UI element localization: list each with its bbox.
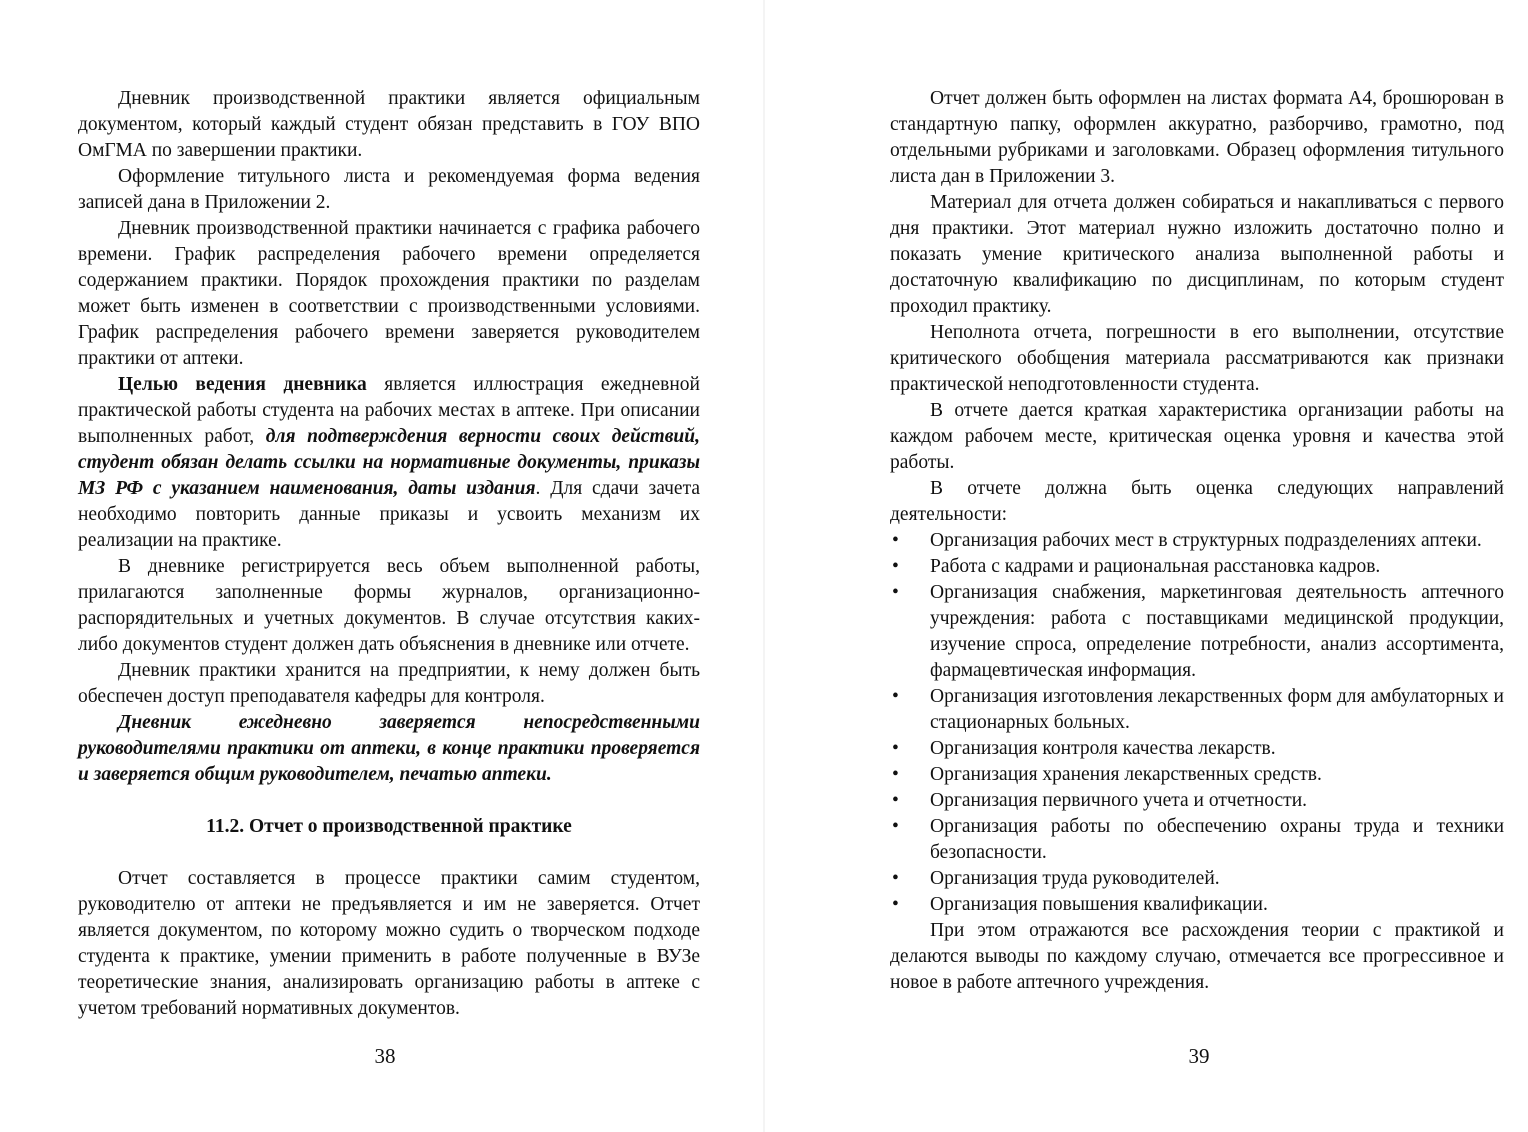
- list-item: [890, 788, 1504, 814]
- paragraph-diary-official: Дневник производственной практики является официальным документом, который каждый студент обязан представить в ГОУ ВПО ОмГМА по завершении практики.: [78, 88, 700, 161]
- bullet-icon: •: [892, 686, 899, 707]
- list-item-text: Организация снабжения, маркетинговая деятельность аптечного учреждения: работа с поставщиками медицинской продукции, изучение спроса, определение потребности, анализ ассортимента, фармацевтическая информация.: [930, 582, 1504, 681]
- paragraph-diary-certification: Дневник ежедневно заверяется непосредственными руководителями практики от аптеки, в конце практики проверяется и заверяется общим руководителем, печатью аптеки.: [78, 712, 700, 785]
- paragraph-report-material: Материал для отчета должен собираться и накапливаться с первого дня практики. Этот материал нужно изложить достаточно полно и показать умение критического анализа выполненной работы и достаточную квалификацию по дисциплинам, по которым студент проходил практику.: [890, 192, 1504, 317]
- list-item: [890, 580, 1504, 684]
- left-page-text: [78, 86, 700, 1022]
- bullet-icon: •: [892, 868, 899, 889]
- paragraph-closing: При этом отражаются все расхождения теории с практикой и делаются выводы по каждому случаю, отмечается все прогрессивное и новое в работе аптечного учреждения.: [890, 920, 1504, 993]
- list-item-text: Организация хранения лекарственных средств.: [930, 764, 1322, 785]
- paragraph-title-page: Оформление титульного листа и рекомендуемая форма ведения записей дана в Приложении 2.: [78, 166, 700, 213]
- list-item: [890, 554, 1504, 580]
- bullet-icon: •: [892, 894, 899, 915]
- bullet-icon: •: [892, 582, 899, 603]
- bullet-icon: •: [892, 556, 899, 577]
- list-item: [890, 762, 1504, 788]
- diary-goal-lead: Целью ведения дневника: [118, 374, 367, 395]
- paragraph-report-intro: Отчет составляется в процессе практики самим студентом, руководителю от аптеки не предъявляется и им не заверяется. Отчет является документом, по которому можно судить о творческом подходе студента к практике, умении применить в работе полученные в ВУЗе теоретические знания, анализировать организацию работы в аптеке с учетом требований нормативных документов.: [78, 868, 700, 1019]
- bullet-icon: •: [892, 790, 899, 811]
- paragraph-diary-storage: Дневник практики хранится на предприятии, к нему должен быть обеспечен доступ преподавателя кафедры для контроля.: [78, 660, 700, 707]
- list-item-text: Организация повышения квалификации.: [930, 894, 1268, 915]
- diary-goal-emphasis: для подтверждения верности своих действий, студент обязан делать ссылки на нормативные документы, приказы МЗ РФ с указанием наименования, даты издания: [78, 426, 700, 499]
- bullet-icon: •: [892, 738, 899, 759]
- list-item-text: Организация контроля качества лекарств.: [930, 738, 1276, 759]
- list-item: [890, 814, 1504, 866]
- diary-goal-text-2: . Для сдачи зачета необходимо повторить данные приказы и усвоить механизм их реализации на практике.: [78, 478, 700, 551]
- list-item-text: Организация рабочих мест в структурных подразделениях аптеки.: [930, 530, 1482, 551]
- list-item: [890, 866, 1504, 892]
- list-item: [890, 892, 1504, 918]
- section-heading-report: 11.2. Отчет о производственной практике: [206, 816, 572, 837]
- list-item: [890, 528, 1504, 554]
- list-item: [890, 736, 1504, 762]
- paragraph-report-deficiencies: Неполнота отчета, погрешности в его выполнении, отсутствие критического обобщения материала рассматриваются как признаки практической неподготовленности студента.: [890, 322, 1504, 395]
- list-item-text: Организация изготовления лекарственных форм для амбулаторных и стационарных больных.: [930, 686, 1504, 733]
- list-item-text: Организация первичного учета и отчетности.: [930, 790, 1308, 811]
- page-number-right: 39: [1188, 1044, 1210, 1068]
- list-item-text: Организация работы по обеспечению охраны труда и техники безопасности.: [930, 816, 1504, 863]
- right-page: [764, 0, 1528, 1132]
- list-item: [890, 684, 1504, 736]
- list-item-text: Работа с кадрами и рациональная расстановка кадров.: [930, 556, 1381, 577]
- activity-directions-list: [890, 528, 1504, 918]
- paragraph-diary-goal: [78, 372, 700, 554]
- paragraph-report-directions: В отчете должна быть оценка следующих направлений деятельности:: [890, 478, 1504, 525]
- paragraph-work-schedule: Дневник производственной практики начинается с графика рабочего времени. График распределения рабочего времени определяется содержанием практики. Порядок прохождения практики по разделам может быть изменен в соответствии с производственными условиями. График распределения рабочего времени заверяется руководителем практики от аптеки.: [78, 218, 700, 369]
- paragraph-report-characteristics: В отчете дается краткая характеристика организации работы на каждом рабочем месте, критическая оценка уровня и качества этой работы.: [890, 400, 1504, 473]
- list-item-text: Организация труда руководителей.: [930, 868, 1220, 889]
- bullet-icon: •: [892, 530, 899, 551]
- paragraph-diary-registration: В дневнике регистрируется весь объем выполненной работы, прилагаются заполненные формы журналов, организационно-распорядительных и учетных документов. В случае отсутствия каких-либо документов студент должен дать объяснения в дневнике или отчете.: [78, 556, 700, 655]
- diary-goal-text-1: является иллюстрация ежедневной практической работы студента на рабочих местах в аптеке. При описании выполненных работ,: [78, 374, 700, 447]
- right-page-text: [890, 86, 1504, 996]
- bullet-icon: •: [892, 816, 899, 837]
- bullet-icon: •: [892, 764, 899, 785]
- paragraph-report-format: Отчет должен быть оформлен на листах формата А4, брошюрован в стандартную папку, оформлен аккуратно, разборчиво, грамотно, под отдельными рубриками и заголовками. Образец оформления титульного листа дан в Приложении 3.: [890, 88, 1504, 187]
- page-number-left: 38: [374, 1044, 396, 1068]
